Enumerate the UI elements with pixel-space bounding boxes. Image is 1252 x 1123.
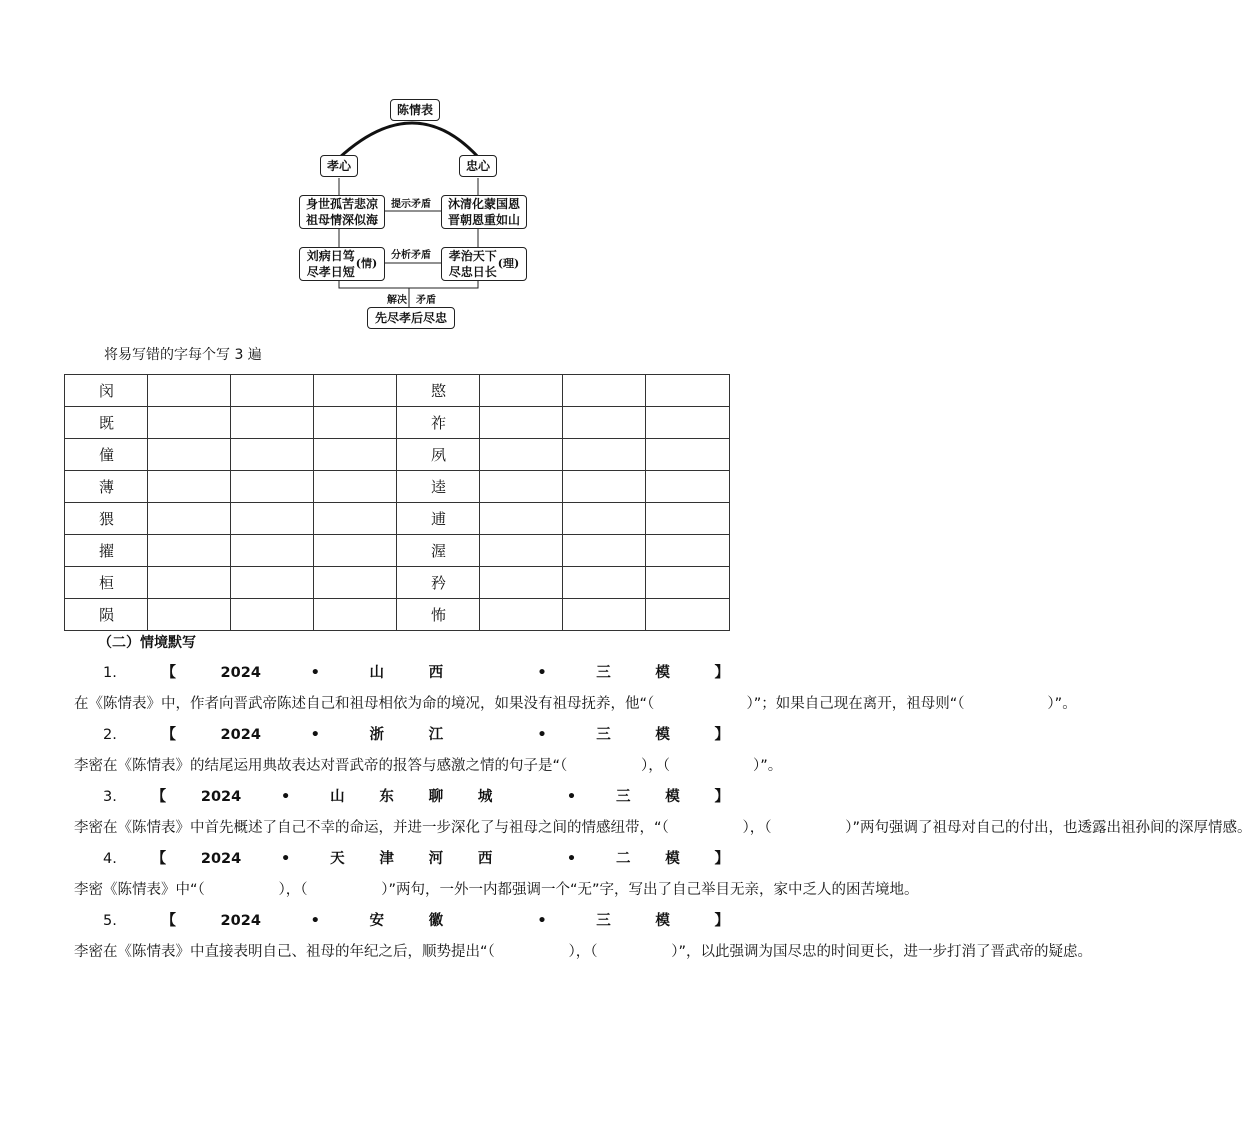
emotion-line-1: 刘病日笃 — [306, 249, 355, 263]
question-text: 李密在《陈情表》的结尾运用典故表达对晋武帝的报答与感激之情的句子是“（ ），（ ）”。 — [74, 758, 783, 774]
diagram-connectors — [0, 0, 794, 340]
emotion-line-2: 尽孝日短 — [306, 265, 355, 279]
practice-blank-cell[interactable] — [314, 407, 397, 439]
table-row — [65, 407, 730, 439]
question-text: 在《陈情表》中，作者向晋武帝陈述自己和祖母相依为命的境况，如果没有祖母抚养，他“（ ）”；如果自己现在离开，祖母则“（ ）”。 — [74, 696, 1077, 712]
question-number: 3. — [103, 789, 117, 805]
question-1 — [74, 658, 1077, 720]
practice-blank-cell[interactable] — [646, 599, 730, 631]
resolution-node — [367, 307, 455, 329]
practice-blank-cell[interactable] — [646, 503, 730, 535]
filial-node — [320, 155, 358, 177]
practice-blank-cell[interactable] — [148, 503, 231, 535]
character-practice-table — [64, 374, 730, 631]
practice-character: 薄 — [65, 471, 148, 503]
question-number: 5. — [103, 913, 117, 929]
practice-blank-cell[interactable] — [646, 439, 730, 471]
practice-blank-cell[interactable] — [480, 599, 563, 631]
table-row — [65, 503, 730, 535]
practice-blank-cell[interactable] — [480, 375, 563, 407]
practice-character: 夙 — [397, 439, 480, 471]
practice-blank-cell[interactable] — [231, 503, 314, 535]
practice-blank-cell[interactable] — [646, 375, 730, 407]
practice-blank-cell[interactable] — [231, 471, 314, 503]
question-5 — [74, 906, 1093, 968]
loyalty-node — [459, 155, 497, 177]
practice-blank-cell[interactable] — [563, 599, 646, 631]
practice-blank-cell[interactable] — [480, 535, 563, 567]
practice-blank-cell[interactable] — [314, 567, 397, 599]
question-4 — [74, 844, 919, 906]
practice-blank-cell[interactable] — [148, 407, 231, 439]
analyze-conflict-label: 分析矛盾 — [390, 246, 432, 261]
practice-blank-cell[interactable] — [480, 407, 563, 439]
resolve-label: 解决 — [386, 291, 408, 306]
practice-blank-cell[interactable] — [480, 567, 563, 599]
practice-blank-cell[interactable] — [314, 535, 397, 567]
practice-instruction: 将易写错的字每个写 3 遍 — [104, 347, 262, 363]
practice-blank-cell[interactable] — [563, 471, 646, 503]
family-situation-line-1: 身世孤苦悲凉 — [305, 197, 378, 211]
bottom-bracket — [339, 281, 478, 288]
reason-line-2: 尽忠日长 — [448, 265, 497, 279]
question-source: 【2024 • 浙江 • 三模】 — [116, 727, 729, 743]
family-situation-node — [299, 195, 385, 229]
table-row — [65, 375, 730, 407]
practice-blank-cell[interactable] — [231, 407, 314, 439]
reason-node — [441, 247, 527, 281]
practice-blank-cell[interactable] — [646, 471, 730, 503]
question-source: 【2024 • 安徽 • 三模】 — [116, 913, 729, 929]
practice-blank-cell[interactable] — [148, 439, 231, 471]
practice-blank-cell[interactable] — [314, 375, 397, 407]
practice-blank-cell[interactable] — [314, 471, 397, 503]
table-row — [65, 535, 730, 567]
practice-blank-cell[interactable] — [480, 439, 563, 471]
emotion-tag: (情) — [355, 257, 378, 270]
present-conflict-label: 提示矛盾 — [390, 195, 432, 210]
practice-blank-cell[interactable] — [646, 535, 730, 567]
practice-blank-cell[interactable] — [646, 567, 730, 599]
reason-line-1: 孝治天下 — [448, 249, 497, 263]
practice-character: 猥 — [65, 503, 148, 535]
practice-character: 逋 — [397, 503, 480, 535]
resolution-label: 先尽孝后尽忠 — [374, 311, 447, 325]
root-arc — [339, 123, 479, 158]
practice-character: 桓 — [65, 567, 148, 599]
practice-blank-cell[interactable] — [231, 535, 314, 567]
practice-character: 矜 — [397, 567, 480, 599]
practice-blank-cell[interactable] — [563, 503, 646, 535]
practice-blank-cell[interactable] — [563, 375, 646, 407]
practice-character: 逵 — [397, 471, 480, 503]
practice-blank-cell[interactable] — [314, 503, 397, 535]
practice-blank-cell[interactable] — [231, 567, 314, 599]
reason-tag: (理) — [497, 257, 520, 270]
practice-blank-cell[interactable] — [148, 375, 231, 407]
question-source: 【2024 • 山西 • 三模】 — [116, 665, 729, 681]
loyalty-label: 忠心 — [465, 159, 490, 173]
table-row — [65, 471, 730, 503]
practice-character: 僮 — [65, 439, 148, 471]
practice-blank-cell[interactable] — [231, 375, 314, 407]
practice-character: 愍 — [397, 375, 480, 407]
question-number: 2. — [103, 727, 117, 743]
practice-blank-cell[interactable] — [148, 471, 231, 503]
state-favor-line-1: 沐清化蒙国恩 — [447, 197, 520, 211]
question-number: 4. — [103, 851, 117, 867]
practice-blank-cell[interactable] — [231, 599, 314, 631]
practice-blank-cell[interactable] — [563, 535, 646, 567]
table-row — [65, 599, 730, 631]
question-source: 【2024 • 山东聊城 • 三模】 — [116, 789, 729, 805]
practice-blank-cell[interactable] — [480, 503, 563, 535]
conflict-label: 矛盾 — [415, 291, 437, 306]
filial-label: 孝心 — [326, 159, 351, 173]
question-list — [74, 658, 1252, 968]
practice-character: 擢 — [65, 535, 148, 567]
practice-character: 闵 — [65, 375, 148, 407]
table-row — [65, 567, 730, 599]
question-source: 【2024 • 天津河西 • 二模】 — [116, 851, 729, 867]
question-text: 李密《陈情表》中“（ ），（ ）”两句，一外一内都强调一个“无”字，写出了自己举目无亲，家中乏人的困苦境地。 — [74, 882, 919, 898]
practice-blank-cell[interactable] — [148, 599, 231, 631]
practice-character: 怖 — [397, 599, 480, 631]
practice-blank-cell[interactable] — [563, 407, 646, 439]
practice-blank-cell[interactable] — [148, 535, 231, 567]
question-3 — [74, 782, 1252, 844]
family-situation-line-2: 祖母情深似海 — [305, 213, 378, 227]
question-number: 1. — [103, 665, 117, 681]
table-row — [65, 439, 730, 471]
practice-blank-cell[interactable] — [148, 567, 231, 599]
emotion-node — [299, 247, 385, 281]
practice-character: 渥 — [397, 535, 480, 567]
question-text: 李密在《陈情表》中直接表明自己、祖母的年纪之后，顺势提出“（ ），（ ）”，以此强调为国尽忠的时间更长，进一步打消了晋武帝的疑虑。 — [74, 944, 1093, 960]
practice-blank-cell[interactable] — [563, 567, 646, 599]
section-title: （二）情境默写 — [98, 635, 196, 651]
state-favor-line-2: 晋朝恩重如山 — [447, 213, 520, 227]
practice-blank-cell[interactable] — [231, 439, 314, 471]
practice-blank-cell[interactable] — [563, 439, 646, 471]
practice-blank-cell[interactable] — [646, 407, 730, 439]
practice-character: 陨 — [65, 599, 148, 631]
practice-character: 祚 — [397, 407, 480, 439]
practice-blank-cell[interactable] — [480, 471, 563, 503]
practice-blank-cell[interactable] — [314, 599, 397, 631]
practice-blank-cell[interactable] — [314, 439, 397, 471]
question-text: 李密在《陈情表》中首先概述了自己不幸的命运，并进一步深化了与祖母之间的情感纽带，“（ ），（ ）”两句强调了祖母对自己的付出，也透露出祖孙间的深厚情感。 — [74, 820, 1252, 836]
root-node — [390, 99, 440, 121]
practice-character: 既 — [65, 407, 148, 439]
state-favor-node — [441, 195, 527, 229]
root-label: 陈情表 — [396, 103, 433, 117]
question-2 — [74, 720, 783, 782]
structure-diagram — [0, 0, 794, 340]
